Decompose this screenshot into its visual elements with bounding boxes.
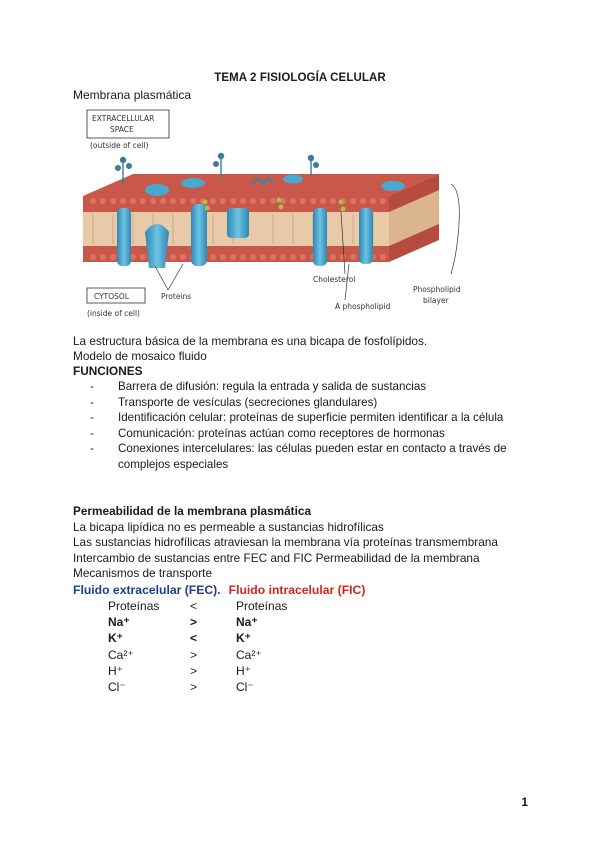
svg-text:(inside of cell): (inside of cell)	[87, 309, 140, 318]
svg-text:CYTOSOL: CYTOSOL	[94, 292, 130, 301]
section-subtitle: Membrana plasmática	[73, 88, 192, 102]
table-row: K⁺ < K⁺	[108, 631, 251, 646]
cell-membrane-diagram	[73, 104, 503, 328]
table-row: Proteínas < Proteínas	[108, 599, 288, 613]
permeabilidad-line-2: Las sustancias hidrofílicas atraviesan la membrana vía proteínas transmembrana	[73, 535, 498, 549]
table-row: Cl⁻ > Cl⁻	[108, 679, 254, 694]
page-number: 1	[521, 795, 528, 809]
fec-label: Fluido extracelular (FEC).	[73, 583, 221, 597]
svg-text:EXTRACELLULAR: EXTRACELLULAR	[92, 114, 155, 123]
cytosol-label	[87, 288, 145, 318]
label-proteins: Proteins	[161, 292, 192, 301]
fic-label: Fluido intracelular (FIC)	[228, 583, 366, 597]
intro-line-1: La estructura básica de la membrana es una bicapa de fosfolípidos.	[73, 334, 428, 348]
permeabilidad-line-1: La bicapa lipídica no es permeable a sustancias hidrofílicas	[73, 520, 384, 534]
funciones-list	[90, 379, 530, 473]
list-item: - Identificación celular: proteínas de superficie permiten identificar a la célula	[90, 411, 504, 425]
label-a-phospholipid: A phospholipid	[335, 302, 391, 311]
page-title: TEMA 2 FISIOLOGÍA CELULAR	[214, 72, 386, 84]
permeabilidad-heading: Permeabilidad de la membrana plasmática	[73, 504, 312, 518]
fluid-comparison-header	[73, 583, 365, 597]
permeabilidad-line-3: Intercambio de sustancias entre FEC and FIC Permeabilidad de la membrana	[73, 551, 480, 565]
label-bilayer-1: Phospholipid	[413, 285, 461, 294]
ion-comparison-table	[108, 599, 308, 696]
intro-line-2: Modelo de mosaico fluido	[73, 349, 207, 363]
table-row: Ca²⁺ > Ca²⁺	[108, 647, 262, 662]
permeabilidad-line-4: Mecanismos de transporte	[73, 566, 213, 580]
extracellular-label	[87, 110, 169, 150]
label-cholesterol: Cholesterol	[313, 275, 356, 284]
table-row: Na⁺ > Na⁺	[108, 615, 258, 630]
label-bilayer-2: bilayer	[423, 296, 449, 305]
table-row: H⁺ > H⁺	[108, 663, 251, 678]
list-item: - Transporte de vesículas (secreciones glandulares)	[90, 395, 378, 409]
svg-text:(outside of cell): (outside of cell)	[90, 141, 149, 150]
list-item: - Comunicación: proteínas actúan como receptores de hormonas	[90, 426, 445, 440]
svg-text:SPACE: SPACE	[110, 125, 134, 134]
list-item: - Barrera de difusión: regula la entrada y salida de sustancias	[90, 380, 427, 393]
list-item: - Conexiones intercelulares: las células pueden estar en contacto a través de complejos especiales	[90, 442, 507, 471]
funciones-heading: FUNCIONES	[73, 364, 143, 378]
